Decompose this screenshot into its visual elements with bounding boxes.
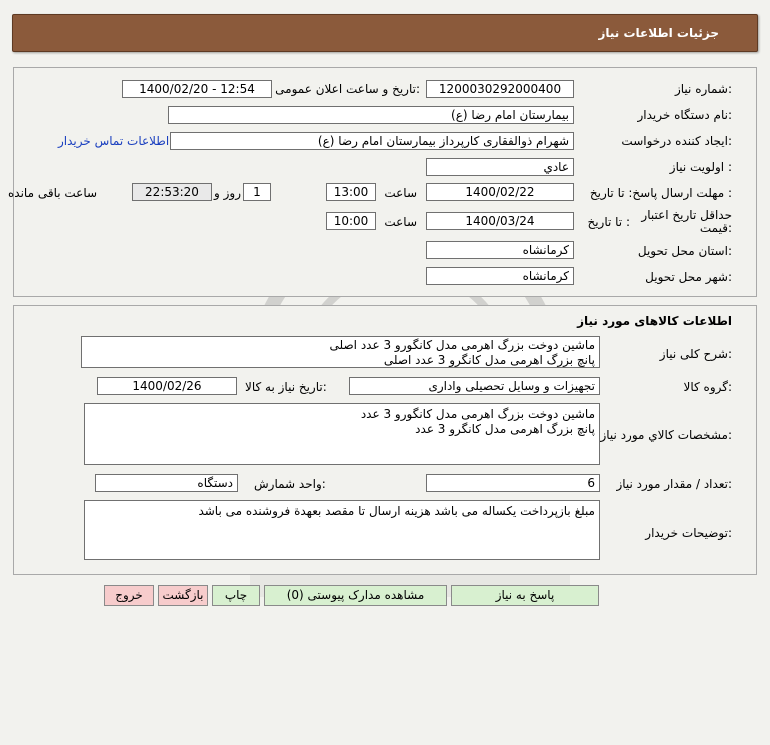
remaining-days-label: روز و xyxy=(214,186,241,200)
buyer-org-label: نام دستگاه خریدار: xyxy=(637,108,732,122)
price-validity-to-date-label: تا تاریخ : xyxy=(587,215,630,229)
general-desc-line: پانچ بزرگ اهرمی مدل کانگرو 3 عدد اصلی xyxy=(383,353,595,367)
creator-label: ایجاد کننده درخواست: xyxy=(621,134,732,148)
remaining-time-label: ساعت باقی مانده xyxy=(8,186,98,200)
need-info-panel xyxy=(13,67,757,297)
buyer-notes-label: توضیحات خریدار: xyxy=(645,526,732,540)
need-date-label: تاریخ نیاز به کالا: xyxy=(245,380,327,394)
priority-field: عادي xyxy=(426,158,574,176)
reply-deadline-label: مهلت ارسال پاسخ: تا تاریخ : xyxy=(589,186,732,200)
attachments-button[interactable]: مشاهده مدارک پیوستی (0) xyxy=(264,585,447,606)
exit-button[interactable]: خروج xyxy=(104,585,154,606)
reply-deadline-date-field: 1400/02/22 xyxy=(426,183,574,201)
price-validity-time-field: 10:00 xyxy=(326,212,376,230)
reply-deadline-time-field: 13:00 xyxy=(326,183,376,201)
general-desc-label: شرح کلی نیاز: xyxy=(659,347,732,361)
need-number-label: شماره نیاز: xyxy=(674,82,732,96)
remaining-days-field: 1 xyxy=(243,183,271,201)
price-validity-time-label: ساعت xyxy=(384,215,417,229)
buyer-contact-link[interactable]: اطلاعات تماس خریدار xyxy=(58,134,170,148)
general-desc-line: ماشین دوخت بزرگ اهرمی مدل کانگورو 3 عدد اصلی xyxy=(329,338,595,352)
buyer-notes-field xyxy=(84,500,600,560)
announce-datetime-field: 1400/02/20 - 12:54 xyxy=(122,80,272,98)
specs-field xyxy=(84,403,600,465)
quantity-label: تعداد / مقدار مورد نیاز: xyxy=(616,477,732,491)
reply-button[interactable]: پاسخ به نیاز xyxy=(451,585,599,606)
city-label: شهر محل تحویل: xyxy=(645,270,732,284)
need-date-field: 1400/02/26 xyxy=(97,377,237,395)
reply-deadline-time-label: ساعت xyxy=(384,186,417,200)
goods-group-label: گروه کالا: xyxy=(683,380,732,394)
announce-datetime-label: تاریخ و ساعت اعلان عمومی: xyxy=(275,82,420,96)
need-number-field: 1200030292000400 xyxy=(426,80,574,98)
general-desc-field xyxy=(81,336,600,368)
province-field: کرمانشاه xyxy=(426,241,574,259)
goods-group-field: تجهیزات و وسایل تحصیلی واداری xyxy=(349,377,600,395)
buyer-notes-text: مبلغ بازپرداخت یکساله می باشد هزینه ارسال تا مقصد بعهدة فروشنده می باشد xyxy=(198,504,595,518)
buyer-org-field: بیمارستان امام رضا (ع) xyxy=(168,106,574,124)
print-button[interactable]: چاپ xyxy=(212,585,260,606)
specs-label: مشخصات کالاي مورد نیاز: xyxy=(600,428,732,442)
remaining-time-field: 22:53:20 xyxy=(132,183,212,201)
back-button[interactable]: بازگشت xyxy=(158,585,208,606)
page-header xyxy=(12,14,758,52)
goods-section-title: اطلاعات کالاهای مورد نیاز xyxy=(577,314,732,328)
quantity-field: 6 xyxy=(426,474,600,492)
unit-label: واحد شمارش: xyxy=(254,477,326,491)
creator-field: شهرام ذوالفقاری کارپرداز بیمارستان امام رضا (ع) xyxy=(170,132,574,150)
specs-line: پانچ بزرگ اهرمی مدل کانگرو 3 عدد xyxy=(415,422,595,436)
province-label: استان محل تحویل: xyxy=(637,244,732,258)
price-validity-label: حداقل تاریخ اعتبار قیمت: xyxy=(641,208,732,235)
page-title: جزئیات اطلاعات نیاز xyxy=(598,26,719,40)
specs-line: ماشین دوخت بزرگ اهرمی مدل کانگورو 3 عدد xyxy=(360,407,595,421)
price-validity-date-field: 1400/03/24 xyxy=(426,212,574,230)
unit-field: دستگاه xyxy=(95,474,238,492)
priority-label: اولویت نیاز : xyxy=(669,160,732,174)
city-field: کرمانشاه xyxy=(426,267,574,285)
